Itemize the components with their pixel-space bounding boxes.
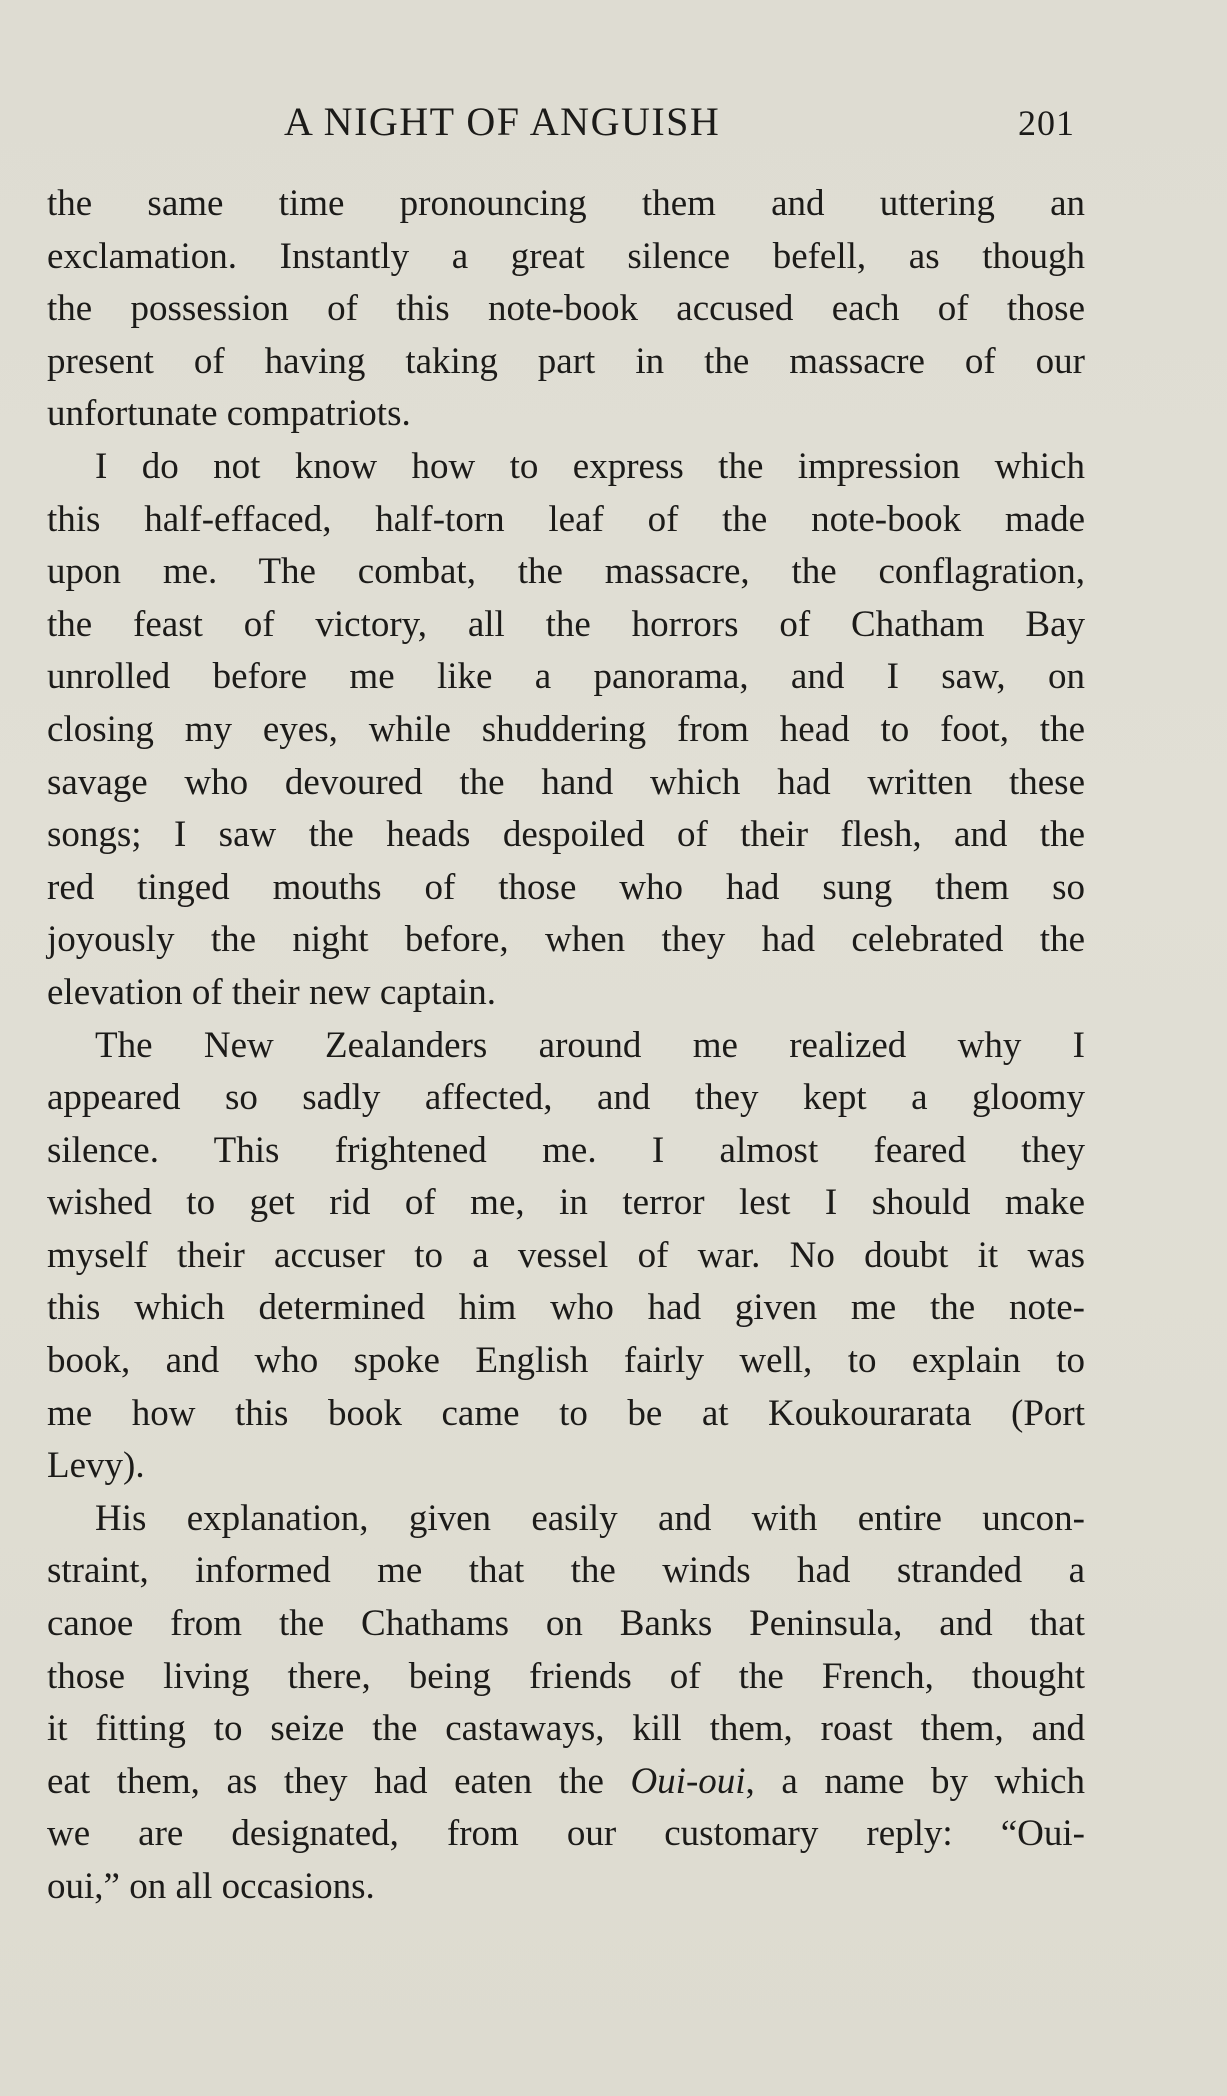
text-line: this half-effaced, half-torn leaf of the note-book made: [47, 498, 1085, 540]
text-line: unfortunate compatriots.: [47, 393, 411, 435]
text-fragment: eat them, as they had eaten the: [47, 1760, 631, 1802]
text-line-with-italic: [47, 1756, 1085, 1809]
text-line: me how this book came to be at Koukourarata (Port: [47, 1392, 1085, 1434]
text-line: straint, informed me that the winds had stranded a: [47, 1550, 1085, 1592]
text-line: closing my eyes, while shuddering from head to foot, the: [47, 708, 1085, 750]
text-line: those living there, being friends of the French, thought: [47, 1655, 1085, 1697]
text-line: Levy).: [47, 1445, 145, 1487]
text-line: The New Zealanders around me realized why I: [95, 1024, 1085, 1066]
italic-term: Oui-oui: [630, 1760, 746, 1802]
text-line: wished to get rid of me, in terror lest I should make: [47, 1182, 1085, 1224]
text-line: upon me. The combat, the massacre, the conflagration,: [47, 551, 1085, 593]
text-line: myself their accuser to a vessel of war. No doubt it was: [47, 1234, 1085, 1276]
text-line: book, and who spoke English fairly well, to explain to: [47, 1340, 1085, 1382]
body-text: [47, 178, 1085, 1914]
text-line: songs; I saw the heads despoiled of their flesh, and the: [47, 814, 1085, 856]
text-line: oui,” on all occasions.: [47, 1866, 375, 1907]
text-line: joyously the night before, when they had celebrated the: [47, 919, 1085, 961]
text-line: red tinged mouths of those who had sung them so: [47, 866, 1085, 908]
page-number: 201: [1018, 103, 1075, 143]
text-line: the feast of victory, all the horrors of Chatham Bay: [47, 603, 1085, 645]
text-line: His explanation, given easily and with entire uncon-: [95, 1497, 1085, 1539]
text-line: exclamation. Instantly a great silence befell, as though: [47, 235, 1085, 277]
text-fragment: , a name by which: [745, 1760, 1085, 1802]
text-line: appeared so sadly affected, and they kept a gloomy: [47, 1077, 1085, 1119]
paragraph-4: [47, 1493, 1085, 1914]
text-line: unrolled before me like a panorama, and I saw, on: [47, 656, 1085, 698]
paragraph-3: [47, 1020, 1085, 1493]
text-line: canoe from the Chathams on Banks Peninsula, and that: [47, 1603, 1085, 1645]
text-line: silence. This frightened me. I almost feared they: [47, 1129, 1085, 1171]
text-line: the same time pronouncing them and uttering an: [47, 183, 1085, 224]
chapter-title: A NIGHT OF ANGUISH: [284, 99, 721, 144]
text-line: it fitting to seize the castaways, kill them, roast them, and: [47, 1708, 1085, 1750]
text-line: I do not know how to express the impression which: [95, 445, 1085, 487]
text-line: present of having taking part in the massacre of our: [47, 340, 1085, 382]
text-line: savage who devoured the hand which had written these: [47, 761, 1085, 803]
paragraph-2: [47, 441, 1085, 1020]
text-line: the possession of this note-book accused each of those: [47, 288, 1085, 330]
text-line: elevation of their new captain.: [47, 971, 496, 1013]
text-line: this which determined him who had given me the note-: [47, 1287, 1085, 1329]
running-head: [0, 98, 1227, 158]
paragraph-1: [47, 178, 1085, 441]
text-line: we are designated, from our customary reply: “Oui-: [47, 1813, 1085, 1855]
